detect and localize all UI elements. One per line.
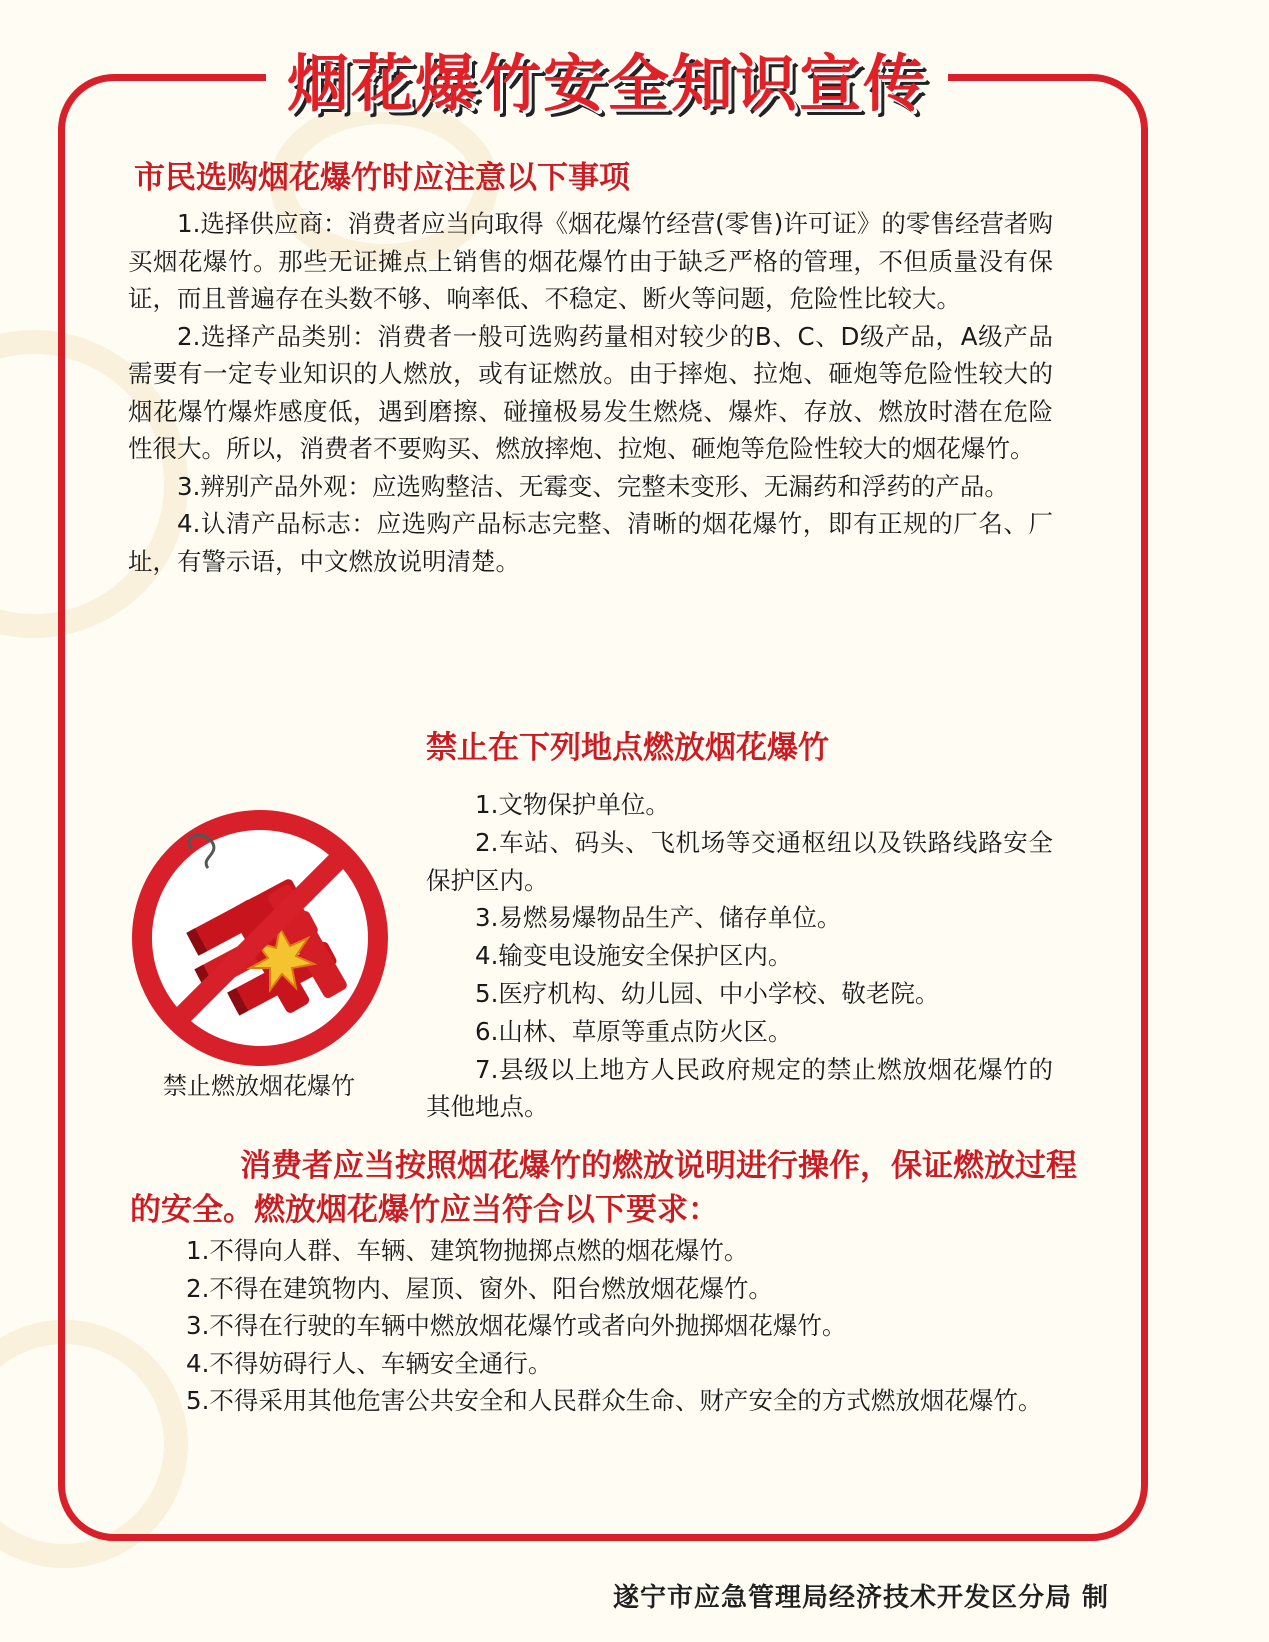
section-heading-prohibited-places: 禁止在下列地点燃放烟花爆竹 [426,730,829,766]
section-heading-purchase: 市民选购烟花爆竹时应注意以下事项 [134,160,630,196]
list-item: 2.车站、码头、飞机场等交通枢纽以及铁路线路安全保护区内。 [426,827,1053,895]
list-item: 5.不得采用其他危害公共安全和人民群众生命、财产安全的方式燃放烟花爆竹。 [186,1386,1043,1415]
list-item: 1.不得向人群、车辆、建筑物抛掷点燃的烟花爆竹。 [186,1236,749,1265]
purchase-tips-list [128,205,1053,580]
issuer-suffix: 制 [1081,1583,1109,1613]
icon-caption: 禁止燃放烟花爆竹 [163,1072,355,1100]
list-item: 6.山林、草原等重点防火区。 [475,1016,793,1046]
no-firecrackers-icon [130,808,390,1068]
list-item: 1.文物保护单位。 [475,790,670,819]
issuer-footer [613,1578,1109,1618]
list-item: 5.医疗机构、幼儿园、中小学校、敬老院。 [475,978,940,1008]
issuer-name: 遂宁市应急管理局经济技术开发区分局 [612,1583,1072,1613]
list-item: 7.县级以上地方人民政府规定的禁止燃放烟花爆竹的其他地点。 [426,1054,1053,1122]
page-title: 烟花爆竹安全知识宣传 [286,47,927,120]
list-item: 3.易燃易爆物品生产、储存单位。 [475,903,842,933]
list-item: 1.选择供应商：消费者应当向取得《烟花爆竹经营(零售)许可证》的零售经营者购买烟花爆竹。那些无证摊点上销售的烟花爆竹由于缺乏严格的管理，不但质量没有保证，而且普遍存在头数不够、响率低、不稳定、断火等问题，危险性比较大。 [128,209,1053,313]
requirements-heading-text: 消费者应当按照烟花爆竹的燃放说明进行操作，保证燃放过程的安全。燃放烟花爆竹应当符合以下要求： [130,1148,1077,1228]
requirements-list [128,1232,1053,1420]
prohibited-places-list [426,786,1053,1126]
list-item: 2.不得在建筑物内、屋顶、窗外、阳台燃放烟花爆竹。 [186,1273,773,1303]
list-item: 4.认清产品标志：应选购产品标志完整、清晰的烟花爆竹，即有正规的厂名、厂址，有警示语，中文燃放说明清楚。 [128,509,1053,576]
list-item: 4.输变电设施安全保护区内。 [475,941,793,971]
list-item: 3.不得在行驶的车辆中燃放烟花爆竹或者向外抛掷烟花爆竹。 [186,1311,847,1340]
list-item: 4.不得妨碍行人、车辆安全通行。 [186,1348,553,1378]
list-item: 2.选择产品类别：消费者一般可选购药量相对较少的B、C、D级产品，A级产品需要有一定专业知识的人燃放，或有证燃放。由于摔炮、拉炮、砸炮等危险性较大的烟花爆竹爆炸感度低，遇到磨擦、碰撞极易发生燃烧、爆炸、存放、燃放时潜在危险性很大。所以，消费者不要购买、燃放摔炮、拉炮、砸炮等危险性较大的烟花爆竹。 [128,321,1053,463]
section-heading-requirements [130,1144,1090,1232]
list-item: 3.辨别产品外观：应选购整洁、无霉变、完整未变形、无漏药和浮药的产品。 [177,471,1009,501]
